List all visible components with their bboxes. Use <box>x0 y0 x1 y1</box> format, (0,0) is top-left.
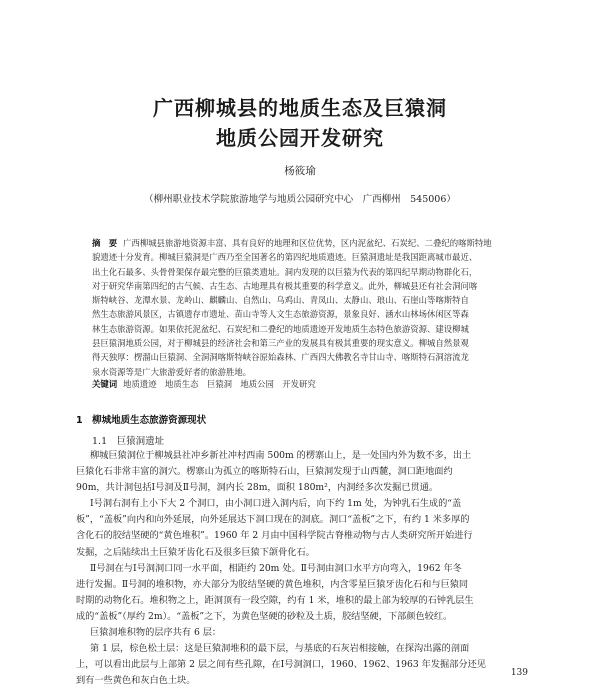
body-line: 巨猿化石非常丰富的洞穴。楞寨山为孤立的喀斯特石山，巨猿洞发现于山西麓，洞口距地面约 <box>76 466 453 478</box>
section-heading: 1 柳城地质生态旅游资源现状 <box>76 415 207 426</box>
abstract-line: 县巨猿洞地质公园，对于柳城县的经济社会和第三产业的发展具有极其重要的现实意义。柳城自然景观 <box>92 338 469 349</box>
body-line: 巨猿洞堆积物的层序共有 6 层： <box>90 627 222 639</box>
body-line: 上，可以看出此层与上部第 2 层之间有些孔隙，在Ⅰ号洞洞口，1960、1962、1963 年发掘部分还见 <box>76 659 486 671</box>
keywords-text: 地质遗迹 地质生态 巨猿洞 地质公园 开发研究 <box>123 379 316 389</box>
body-line: 含化石的胶结坚硬的“黄色堆积”。1960 年 2 月由中国科学院古脊椎动物与古人类研究所开始进行 <box>76 530 473 542</box>
body-line: 90m，共计洞包括Ⅰ号洞及Ⅱ号洞，洞内长 28m，面积 180m²，内洞经多次发掘已贯通。 <box>76 482 439 494</box>
body-line: 板”，“盖板”向内和向外延展，向外延展达下洞口现在的洞底。洞口“盖板”之下，有约 1 米多厚的 <box>76 514 470 526</box>
keywords-label: 关键词 <box>92 379 118 389</box>
body-line: Ⅰ号洞右洞有上小下大 2 个洞口，由小洞口进入洞内后，向下约 1m 处，为钟乳石生成的“盖 <box>90 498 462 510</box>
abstract-label: 摘 要 <box>92 238 118 248</box>
body-line: Ⅱ号洞在与Ⅰ号洞洞口同一水平面，相距约 20m 处。Ⅱ号洞由洞口水平方向弯入，1962 年冬 <box>90 562 462 574</box>
abstract-line: 对于研究华南第四纪的古气候、古生态、古地理具有极其重要的科学意义。此外，柳城县还有社会洞问喀 <box>92 280 478 291</box>
abstract-line: 林生态旅游资源。如果依托泥盆纪、石炭纪和二叠纪的地质遗迹开发地质生态特色旅游资源、建设柳城 <box>92 323 469 334</box>
paper-title-line-2: 地质公园开发研究 <box>216 126 384 150</box>
body-text <box>76 448 534 689</box>
author-affiliation: （柳州职业技术学院旅游地学与地质公园研究中心 广西柳州 545006） <box>144 194 456 205</box>
abstract-line: 貌遗迹十分发育。柳城巨猿洞是广西乃至全国著名的第四纪地质遗迹。巨猿洞遗址是我国距离城市最近、 <box>92 252 478 263</box>
page-number: 139 <box>510 668 528 678</box>
abstract <box>92 236 522 379</box>
abstract-line: 得天独厚：楞溜山巨猿洞、全洞洞喀斯特峡谷原始森林、广西四大佛教名寺甘山寺、喀斯特石洞溶流龙 <box>92 352 469 363</box>
body-line: 时期的动物化石。堆积物之上，距洞顶有一段空隙，约有 1 米，堆积的最上部为较厚的石钟乳层生 <box>76 594 474 606</box>
abstract-line: 然生态旅游风景区，古镇遗存市遗址、苗山寺等人文生态旅游资源，景象良好、涵水山林场休闲区等森 <box>92 309 469 320</box>
abstract-line: 出土化石最多、头骨骨架保存最完整的巨猿类遗址。洞内发现的以巨猿为代表的第四纪早期动物群化石， <box>92 266 478 277</box>
body-line: 进行发掘。Ⅱ号洞的堆积物，亦大部分为胶结坚硬的黄色堆积，内含零星巨猿牙齿化石和与巨猿同 <box>76 578 469 590</box>
abstract-line: 摘 要 广西柳城县旅游地资源丰富、具有良好的地理和区位优势，区内泥盆纪、石炭纪、二叠纪的喀斯特地 <box>92 238 492 248</box>
body-line: 第 1 层，棕色松土层：这是巨猿洞堆积的最下层，与基底的石灰岩相接触，在探沟出露的剖面 <box>90 643 470 655</box>
body-line: 到有一些黄色和灰白色土块。 <box>76 675 196 687</box>
body-line: 柳城巨猿洞位于柳城县社冲乡新社冲村西南 500m 的楞寨山上，是一处国内外为数不多，出土 <box>90 450 472 461</box>
body-line: 发掘，之后陆续出土巨猿牙齿化石及很多巨猿下颌骨化石。 <box>76 546 315 558</box>
abstract-line: 泉水资源等是广大旅游爱好者的旅游胜地。 <box>92 366 252 377</box>
paper-title-line-1: 广西柳城县的地质生态及巨猿洞 <box>153 96 447 120</box>
subsection-heading: 1.1 巨猿洞遗址 <box>92 436 165 447</box>
abstract-line: 斯特峡谷、龙潭水景、龙岭山、麒麟山、自然山、乌鸡山、青凤山、太静山、琅山、石崖山等喀斯特自 <box>92 295 469 306</box>
body-line: 成的“盖板”（厚约 2m）。“盖板”之下，为黄色坚硬的砂粒及土质，胶结坚硬，下部颜色较红。 <box>76 610 453 622</box>
author-name: 杨筱瑜 <box>284 165 316 177</box>
keywords <box>92 378 316 390</box>
